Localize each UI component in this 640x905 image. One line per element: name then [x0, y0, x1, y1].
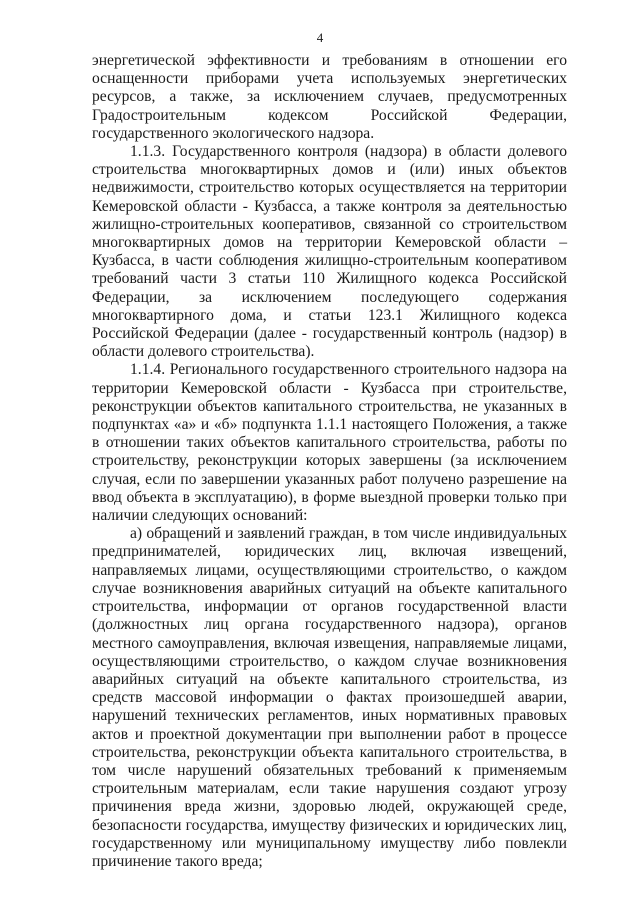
- paragraph-1-1-3: 1.1.3. Государственного контроля (надзора) в области долевого строительства многоквартирных домов и (или) иных объектов недвижимости, строительство которых осуществляется на территории Кемеровской области - Кузбасса, а также контроля за деятельностью жилищно-строительных кооперативов, связанной со строительством многоквартирных домов на территории Кемеровской области – Кузбасса, в части соблюдения жилищно-строительным кооперативом требований части 3 статьи 110 Жилищного кодекса Российской Федерации, за исключением последующего содержания многоквартирного дома, и статьи 123.1 Жилищного кодекса Российской Федерации (далее - государственный контроль (надзор) в области долевого строительства).: [92, 143, 567, 361]
- paragraph-1-1-4: 1.1.4. Регионального государственного строительного надзора на территории Кемеровской области - Кузбасса при строительстве, реконструкции объектов капитального строительства, не указанных в подпунктах «а» и «б» подпункта 1.1.1 настоящего Положения, а также в отношении таких объектов капитального строительства, работы по строительству, реконструкции которых завершены (за исключением случая, если по завершении указанных работ получено разрешение на ввод объекта в эксплуатацию), в форме выездной проверки только при наличии следующих оснований:: [92, 361, 567, 525]
- paragraph-continuation: энергетической эффективности и требованиям в отношении его оснащенности приборами учета используемых энергетических ресурсов, а также, за исключением случаев, предусмотренных Градостроительным кодексом Российской Федерации, государственного экологического надзора.: [92, 52, 567, 142]
- paragraph-item-a: а) обращений и заявлений граждан, в том числе индивидуальных предпринимателей, юридических лиц, включая извещений, направляемых лицами, осуществляющими строительство, о каждом случае возникновения аварийных ситуаций на объекте капитального строительства, информации от органов государственной власти (должностных лиц органа государственного надзора), органов местного самоуправления, включая извещения, направляемые лицами, осуществляющими строительство, о каждом случае возникновения аварийных ситуаций на объекте капитального строительства, из средств массовой информации о фактах произошедшей аварии, нарушений технических регламентов, иных нормативных правовых актов и проектной документации при выполнении работ в процессе строительства, реконструкции объекта капитального строительства, в том числе нарушений обязательных требований к применяемым строительным материалам, если такие нарушения создают угрозу причинения вреда жизни, здоровью людей, окружающей среде, безопасности государства, имуществу физических и юридических лиц, государственному или муниципальному имуществу либо повлекли причинение такого вреда;: [92, 525, 567, 870]
- document-body: [92, 52, 567, 871]
- page-number: 4: [316, 30, 324, 45]
